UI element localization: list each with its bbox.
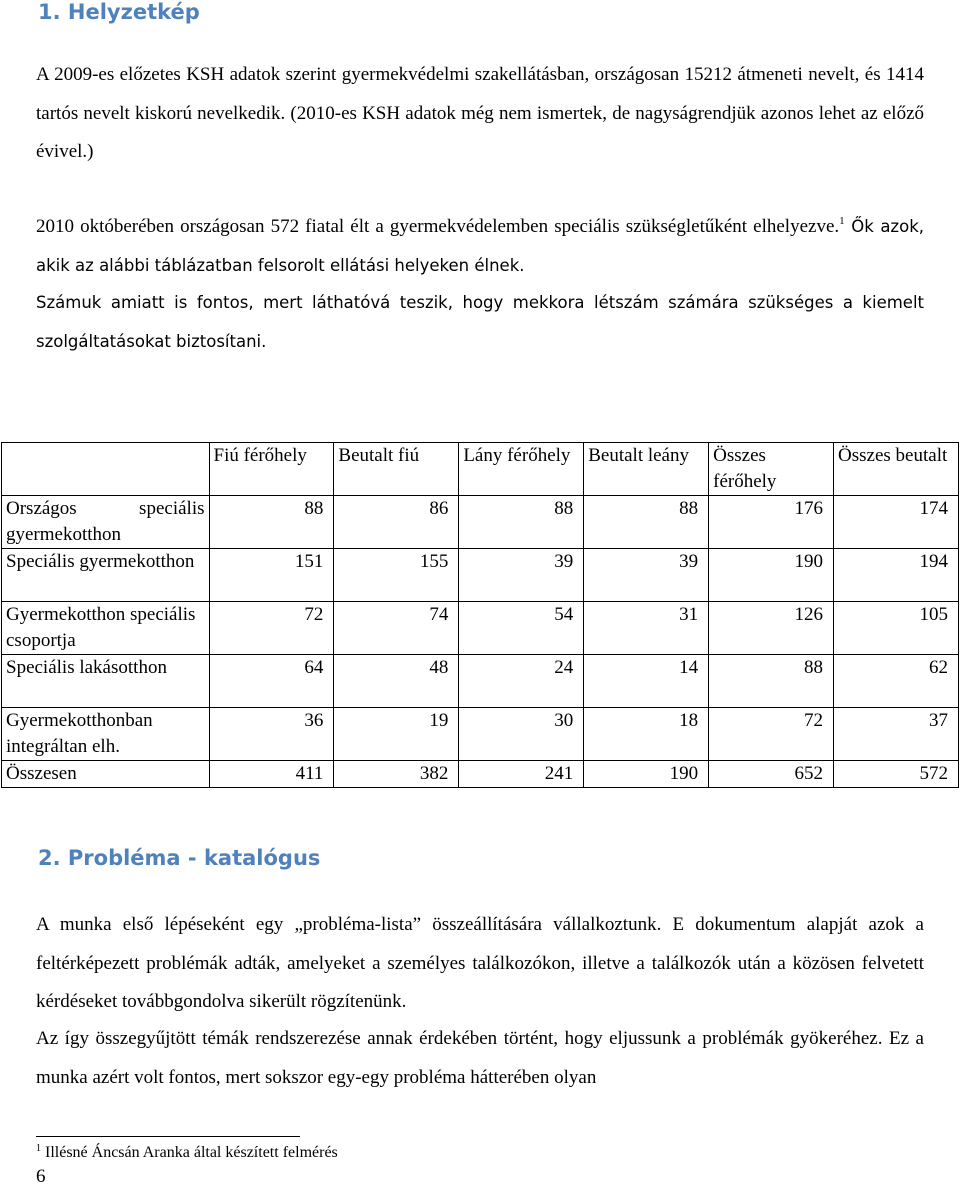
section-2-paragraph-1: A munka első lépéseként egy „probléma-lista” összeállítására vállalkoztunk. E dokumentum alapját azok a feltérképezett problémák adták, amelyeket a személyes találkozókon, illetve a találkozók után a közösen felvetett kérdéseket továbbgondolva sikerült rögzítenünk. bbox=[36, 914, 924, 1012]
table-cell: 151 bbox=[209, 549, 334, 602]
table-cell: 174 bbox=[834, 496, 959, 549]
header-cell: Összes beutalt bbox=[834, 443, 959, 496]
section-1-paragraph-1: A 2009-es előzetes KSH adatok szerint gyermekvédelmi szakellátásban, országosan 15212 átmeneti nevelt, és 1414 tartós nevelt kiskorú nevelkedik. (2010-es KSH adatok még nem ismertek, de nagyságrendjük azonos lehet az előző évivel.) bbox=[36, 64, 924, 162]
table-cell: 24 bbox=[459, 655, 584, 708]
section-1-paragraph-3: Számuk amiatt is fontos, mert láthatóvá teszik, hogy mekkora létszám számára szükséges a kiemelt szolgáltatásokat biztosítani. bbox=[36, 293, 924, 351]
table-cell: 14 bbox=[584, 655, 709, 708]
table-cell: 62 bbox=[834, 655, 959, 708]
row-label: Országos speciális gyermekotthon bbox=[2, 496, 210, 549]
table-cell: 72 bbox=[709, 708, 834, 761]
header-cell: Összes férőhely bbox=[709, 443, 834, 496]
table-cell: 39 bbox=[459, 549, 584, 602]
table-cell: 105 bbox=[834, 602, 959, 655]
table-row bbox=[2, 602, 959, 655]
footnote-reference[interactable]: 1 bbox=[839, 215, 845, 227]
table-cell: 126 bbox=[709, 602, 834, 655]
total-cell: 411 bbox=[209, 761, 334, 788]
table-cell: 176 bbox=[709, 496, 834, 549]
section-1-heading: 1. Helyzetkép bbox=[38, 0, 200, 24]
footnote-separator bbox=[36, 1136, 300, 1137]
total-label: Összesen bbox=[2, 761, 210, 788]
table-cell: 155 bbox=[334, 549, 459, 602]
table-cell: 30 bbox=[459, 708, 584, 761]
header-cell: Beutalt fiú bbox=[334, 443, 459, 496]
header-cell: Fiú férőhely bbox=[209, 443, 334, 496]
placement-table bbox=[1, 442, 959, 788]
footnote-text: Illésné Áncsán Aranka által készített felmérés bbox=[45, 1144, 338, 1161]
header-cell: Beutalt leány bbox=[584, 443, 709, 496]
table-cell: 36 bbox=[209, 708, 334, 761]
row-label: Gyermekotthonban integráltan elh. bbox=[2, 708, 210, 761]
table-cell: 64 bbox=[209, 655, 334, 708]
table-cell: 54 bbox=[459, 602, 584, 655]
header-cell: Lány férőhely bbox=[459, 443, 584, 496]
row-label: Speciális gyermekotthon bbox=[2, 549, 210, 602]
table-row bbox=[2, 708, 959, 761]
table-cell: 48 bbox=[334, 655, 459, 708]
table-cell: 39 bbox=[584, 549, 709, 602]
table-cell: 88 bbox=[459, 496, 584, 549]
table-cell: 37 bbox=[834, 708, 959, 761]
table-cell: 74 bbox=[334, 602, 459, 655]
paragraph-2-text-end: Ők azok, akik az alábbi táblázatban felsorolt ellátási helyeken élnek. bbox=[36, 217, 924, 275]
table-cell: 19 bbox=[334, 708, 459, 761]
total-cell: 190 bbox=[584, 761, 709, 788]
table-cell: 31 bbox=[584, 602, 709, 655]
table-cell: 88 bbox=[584, 496, 709, 549]
footnote-number: 1 bbox=[36, 1143, 41, 1154]
table-corner-cell bbox=[2, 443, 210, 496]
total-cell: 241 bbox=[459, 761, 584, 788]
table-row bbox=[2, 496, 959, 549]
row-label: Gyermekotthon speciális csoportja bbox=[2, 602, 210, 655]
total-cell: 652 bbox=[709, 761, 834, 788]
table-cell: 86 bbox=[334, 496, 459, 549]
row-label: Speciális lakásotthon bbox=[2, 655, 210, 708]
table-cell: 88 bbox=[209, 496, 334, 549]
table-cell: 88 bbox=[709, 655, 834, 708]
page-number: 6 bbox=[36, 1166, 46, 1187]
footnote bbox=[36, 1144, 338, 1162]
section-1-paragraph-2 bbox=[36, 208, 924, 285]
table-cell: 72 bbox=[209, 602, 334, 655]
section-2-paragraph-2: Az így összegyűjtött témák rendszerezése annak érdekében történt, hogy eljussunk a problémák gyökeréhez. Ez a munka azért volt fontos, mert sokszor egy-egy probléma hátterében olyan bbox=[36, 1028, 924, 1088]
section-2-heading: 2. Probléma - katalógus bbox=[38, 846, 321, 870]
table-cell: 190 bbox=[709, 549, 834, 602]
table-cell: 18 bbox=[584, 708, 709, 761]
table-row bbox=[2, 549, 959, 602]
table-total-row bbox=[2, 761, 959, 788]
table-cell: 194 bbox=[834, 549, 959, 602]
paragraph-2-text-start: 2010 októberében országosan 572 fiatal élt a gyermekvédelemben speciális szükségletűként elhelyezve. bbox=[36, 216, 840, 237]
table-header-row bbox=[2, 443, 959, 496]
total-cell: 572 bbox=[834, 761, 959, 788]
total-cell: 382 bbox=[334, 761, 459, 788]
table-row bbox=[2, 655, 959, 708]
